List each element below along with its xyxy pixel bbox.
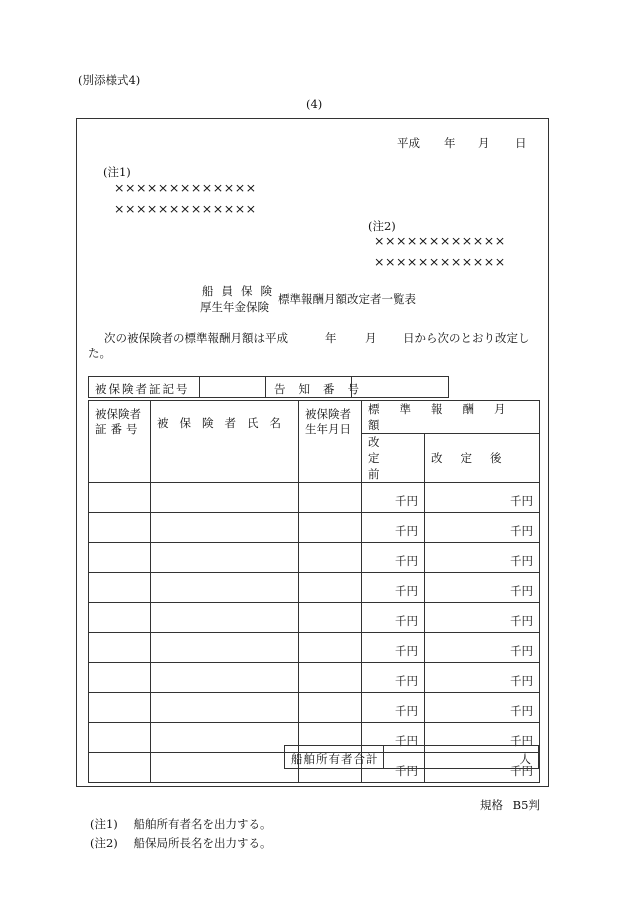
after-cell: 千円 [425, 543, 540, 573]
before-cell: 千円 [362, 573, 425, 603]
table-row [89, 543, 540, 573]
cert-symbol-field [199, 376, 266, 398]
note1-line: ××××××××××××× [114, 201, 257, 216]
before-cell: 千円 [362, 693, 425, 723]
cert-number-cell [89, 483, 151, 513]
title-insurance-2: 厚生年金保険 [200, 300, 269, 314]
name-cell [151, 543, 299, 573]
cert-number-cell [89, 603, 151, 633]
total-label: 船舶所有者合計 [291, 752, 379, 766]
birth-cell [299, 633, 362, 663]
note2-label: (注2) [368, 219, 396, 233]
cert-number-cell [89, 513, 151, 543]
footnote-2 [90, 835, 271, 851]
name-cell [151, 663, 299, 693]
before-cell: 千円 [362, 663, 425, 693]
birth-cell [299, 543, 362, 573]
date-era: 平成 [397, 136, 420, 150]
before-cell: 千円 [362, 483, 425, 513]
before-cell: 千円 [362, 633, 425, 663]
birth-header-line1: 被保険者 [305, 407, 351, 421]
after-cell: 千円 [425, 663, 540, 693]
cert-symbol-label: 被保険者証記号 [95, 382, 190, 396]
cert-number-cell [89, 573, 151, 603]
after-cell: 千円 [425, 603, 540, 633]
notice-number-label: 告知番号 [274, 382, 372, 396]
cert-number-cell [89, 723, 151, 753]
monthly-header: 標準報酬月額 [362, 401, 540, 434]
statement-month: 月 [365, 331, 377, 345]
spec-label: 規格 B5判 [480, 798, 540, 812]
name-cell [151, 573, 299, 603]
footnote-2-label: (注2) [90, 836, 118, 850]
birth-cell [299, 693, 362, 723]
page-number: (4) [306, 97, 323, 111]
note2-line: ×××××××××××× [374, 233, 506, 248]
title-main: 標準報酬月額改定者一覧表 [278, 292, 416, 306]
before-cell: 千円 [362, 513, 425, 543]
after-header: 改定後 [425, 434, 540, 483]
cert-number-cell [89, 693, 151, 723]
cert-number-cell [89, 633, 151, 663]
statement-part2: 日から次のとおり改定し [403, 331, 530, 345]
cert-number-header [89, 401, 151, 483]
after-cell: 千円 [425, 723, 540, 753]
after-cell: 千円 [425, 513, 540, 543]
before-cell: 千円 [362, 723, 425, 753]
before-header: 改定前 [362, 434, 425, 483]
note2-line: ×××××××××××× [374, 254, 506, 269]
birth-cell [299, 483, 362, 513]
before-cell: 千円 [362, 543, 425, 573]
before-cell: 千円 [362, 603, 425, 633]
birth-cell [299, 573, 362, 603]
footnote-1-text: 船舶所有者名を出力する。 [133, 817, 272, 831]
name-header: 被保険者氏名 [151, 401, 299, 483]
birth-header [299, 401, 362, 483]
notice-number-label-box [265, 376, 372, 398]
footnote-2-text: 船保局所長名を出力する。 [133, 836, 272, 850]
cert-number-cell [89, 753, 151, 783]
statement-part3: た。 [88, 346, 111, 360]
note1-label: (注1) [103, 165, 131, 179]
footnote-1-label: (注1) [90, 817, 118, 831]
after-cell: 千円 [425, 693, 540, 723]
name-cell [151, 513, 299, 543]
total-unit: 人 [519, 752, 531, 766]
date-year: 年 [444, 136, 456, 150]
table-row [89, 633, 540, 663]
cert-number-cell [89, 543, 151, 573]
total-label-box [284, 745, 384, 769]
statement-part1: 次の被保険者の標準報酬月額は平成 [104, 331, 288, 345]
title-insurance-1: 船員保険 [202, 284, 280, 298]
insured-table [88, 400, 540, 783]
cert-number-header-line1: 被保険者 [95, 407, 141, 421]
name-cell [151, 693, 299, 723]
table-row [89, 603, 540, 633]
after-cell: 千円 [425, 483, 540, 513]
name-cell [151, 753, 299, 783]
birth-cell [299, 603, 362, 633]
table-row [89, 693, 540, 723]
name-cell [151, 603, 299, 633]
table-row [89, 573, 540, 603]
birth-cell [299, 513, 362, 543]
table-row [89, 483, 540, 513]
footnote-1 [90, 816, 271, 832]
birth-cell [299, 663, 362, 693]
notice-number-field [351, 376, 449, 398]
table-row [89, 663, 540, 693]
cert-symbol-label-box [88, 376, 200, 398]
after-cell: 千円 [425, 753, 540, 783]
after-cell: 千円 [425, 573, 540, 603]
before-cell: 千円 [362, 753, 425, 783]
date-month: 月 [478, 136, 490, 150]
name-cell [151, 633, 299, 663]
cert-number-cell [89, 663, 151, 693]
name-cell [151, 483, 299, 513]
total-value-box [383, 745, 539, 769]
name-cell [151, 723, 299, 753]
header-row-1 [89, 401, 540, 434]
form-label: (別添様式4) [78, 73, 141, 87]
statement-year: 年 [325, 331, 337, 345]
date-day: 日 [515, 136, 527, 150]
table-row [89, 513, 540, 543]
after-cell: 千円 [425, 633, 540, 663]
cert-number-header-line2: 証番号 [95, 422, 142, 436]
birth-header-line2: 生年月日 [305, 422, 351, 436]
note1-line: ××××××××××××× [114, 180, 257, 195]
